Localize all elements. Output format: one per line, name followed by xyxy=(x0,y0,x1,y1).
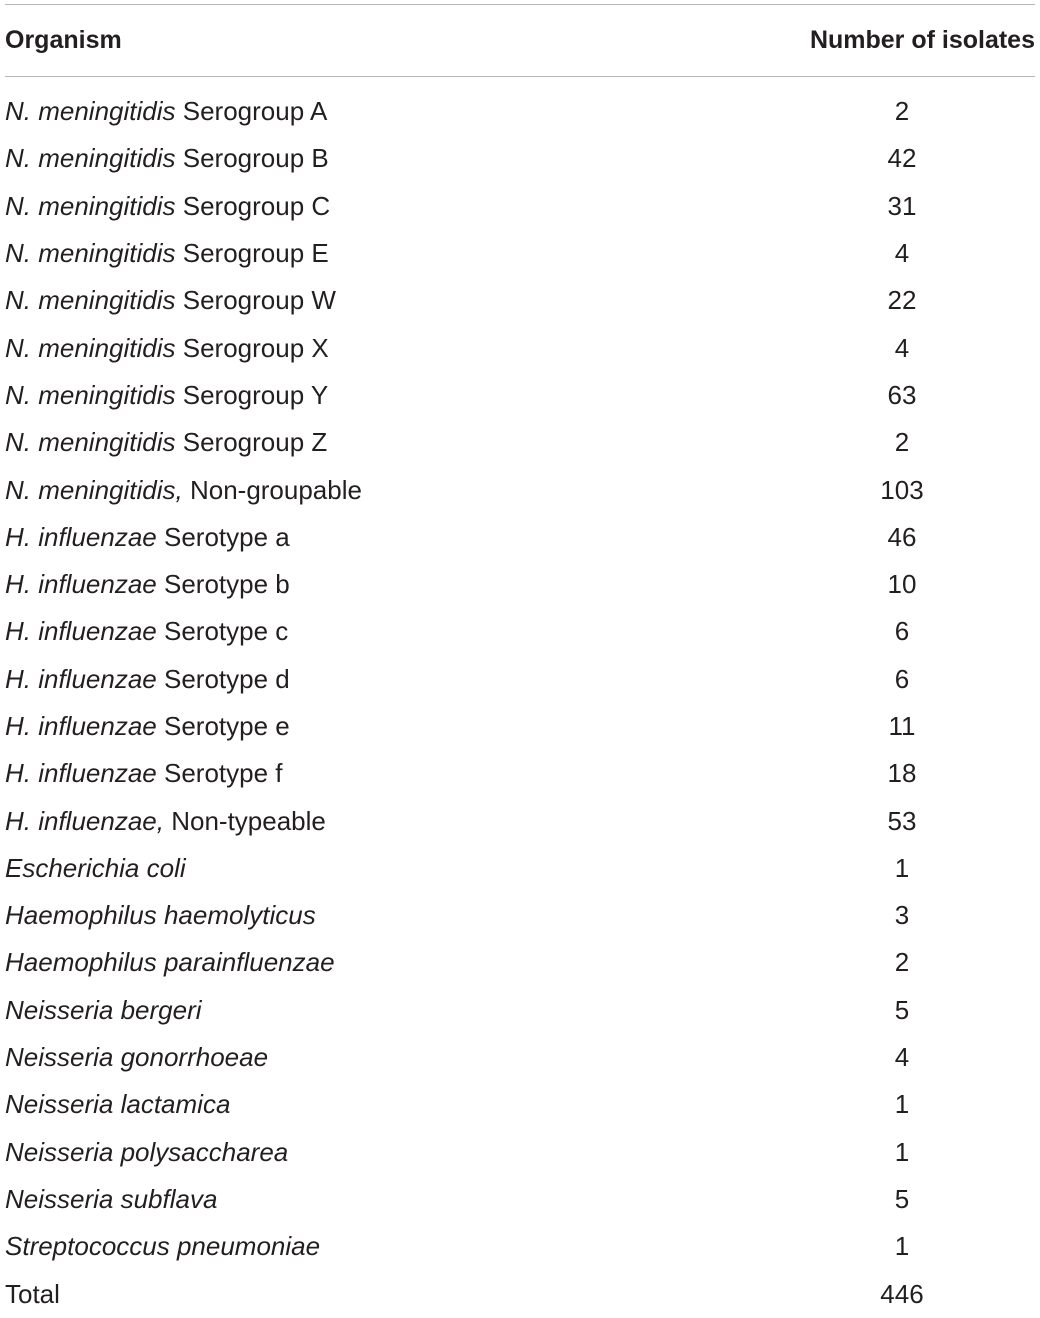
isolate-count-cell: 4 xyxy=(894,238,910,269)
organism-italic-name: N. meningitidis xyxy=(5,238,176,269)
organism-cell xyxy=(5,1184,1035,1215)
organism-italic-name: Neisseria gonorrhoeae xyxy=(5,1042,269,1073)
organism-italic-name: N. meningitidis xyxy=(5,285,176,316)
table-row xyxy=(5,230,1035,277)
isolate-count-cell: 6 xyxy=(894,663,910,694)
isolate-count-cell: 6 xyxy=(894,616,910,647)
header-number-of-isolates: Number of isolates xyxy=(809,26,1035,54)
isolate-count-cell: 42 xyxy=(887,143,917,174)
organism-qualifier: Total xyxy=(5,1278,60,1309)
organism-italic-name: Streptococcus pneumoniae xyxy=(5,1231,321,1262)
isolate-count-cell: 5 xyxy=(894,1183,910,1214)
organism-italic-name: H. influenzae xyxy=(5,711,157,741)
isolate-count-cell: 103 xyxy=(880,474,924,505)
organism-italic-name: Neisseria polysaccharea xyxy=(5,1136,289,1167)
table-row xyxy=(5,1081,1035,1128)
organism-italic-name: H. influenzae xyxy=(5,569,157,600)
organism-qualifier: Serogroup X xyxy=(175,332,329,363)
organism-cell xyxy=(5,1089,1035,1120)
organism-italic-name: H. influenzae xyxy=(5,616,157,647)
organism-qualifier: Serogroup B xyxy=(175,143,329,174)
organism-cell xyxy=(5,143,1035,174)
organism-cell xyxy=(5,616,1035,647)
organism-cell xyxy=(5,947,1035,978)
organism-cell xyxy=(5,806,1035,837)
header-organism: Organism xyxy=(5,26,122,54)
organism-italic-name: Haemophilus parainfluenzae xyxy=(5,947,335,978)
table-row xyxy=(5,277,1035,324)
isolate-count-cell: 4 xyxy=(894,1042,910,1073)
organism-cell xyxy=(5,238,1035,269)
table-row xyxy=(5,703,1035,750)
organism-italic-name: N. meningitidis xyxy=(5,427,176,458)
organism-italic-name: Neisseria subflava xyxy=(5,1183,218,1214)
organism-cell xyxy=(5,333,1035,364)
table-row xyxy=(5,656,1035,703)
organism-cell xyxy=(5,427,1035,458)
organism-italic-name: N. meningitidis xyxy=(5,190,176,221)
isolate-count-cell: 11 xyxy=(888,711,916,741)
table-row xyxy=(5,939,1035,986)
organism-cell xyxy=(5,1042,1035,1073)
organism-italic-name: H. influenzae xyxy=(5,521,157,552)
table-row xyxy=(5,135,1035,182)
table-row xyxy=(5,514,1035,561)
organism-qualifier: Serogroup E xyxy=(175,238,329,269)
organism-qualifier: Non-typeable xyxy=(163,805,326,836)
isolate-count-cell: 10 xyxy=(887,569,917,600)
table-row xyxy=(5,750,1035,797)
table-row xyxy=(5,797,1035,844)
table-row xyxy=(5,1223,1035,1270)
isolate-count-cell: 31 xyxy=(887,190,917,221)
table-header xyxy=(5,5,1035,76)
table-row xyxy=(5,845,1035,892)
organism-italic-name: N. meningitidis xyxy=(5,332,176,363)
organism-italic-name: H. influenzae, xyxy=(5,805,164,836)
organism-italic-name: Neisseria lactamica xyxy=(5,1089,231,1120)
table-body xyxy=(5,77,1035,1318)
organism-cell xyxy=(5,664,1035,695)
organism-italic-name: H. influenzae xyxy=(5,663,157,694)
organism-cell xyxy=(5,711,1035,742)
isolate-count-cell: 1 xyxy=(894,1089,910,1120)
isolate-count-cell: 1 xyxy=(894,1231,910,1262)
isolate-count-cell: 2 xyxy=(894,96,910,127)
organism-qualifier: Serotype c xyxy=(156,616,289,647)
isolate-count-cell: 22 xyxy=(887,285,917,316)
organism-cell xyxy=(5,758,1035,789)
organism-qualifier: Serogroup A xyxy=(175,96,328,127)
organism-cell xyxy=(5,995,1035,1026)
table-row xyxy=(5,561,1035,608)
isolate-count-cell: 18 xyxy=(887,758,917,789)
organism-cell xyxy=(5,380,1035,411)
table-row xyxy=(5,419,1035,466)
organism-italic-name: N. meningitidis xyxy=(5,143,176,174)
isolate-count-cell: 3 xyxy=(894,900,910,931)
organism-italic-name: N. meningitidis xyxy=(5,96,176,127)
organism-italic-name: Haemophilus haemolyticus xyxy=(5,900,316,931)
isolate-count-cell: 4 xyxy=(894,332,910,363)
isolate-count-cell: 53 xyxy=(887,805,917,836)
organism-cell xyxy=(5,96,1035,127)
organism-cell xyxy=(5,285,1035,316)
isolate-count-cell: 2 xyxy=(894,427,910,458)
isolate-count-cell: 1 xyxy=(894,852,910,883)
table-row xyxy=(5,1034,1035,1081)
table-row xyxy=(5,987,1035,1034)
table-row xyxy=(5,1129,1035,1176)
organism-italic-name: N. meningitidis, xyxy=(5,474,183,505)
organism-cell xyxy=(5,1137,1035,1168)
isolate-count-cell: 446 xyxy=(880,1278,924,1309)
table-row xyxy=(5,466,1035,513)
organism-qualifier: Serotype d xyxy=(156,663,290,694)
table-row xyxy=(5,608,1035,655)
organism-qualifier: Serotype a xyxy=(156,521,290,552)
organism-qualifier: Non-groupable xyxy=(182,474,362,505)
organism-cell xyxy=(5,191,1035,222)
isolate-count-cell: 63 xyxy=(887,379,917,410)
organism-cell xyxy=(5,569,1035,600)
table-row xyxy=(5,1176,1035,1223)
table-row xyxy=(5,324,1035,371)
organism-qualifier: Serotype e xyxy=(156,711,290,741)
organism-qualifier: Serogroup W xyxy=(175,285,336,316)
organism-qualifier: Serogroup Y xyxy=(175,379,329,410)
isolate-count-cell: 1 xyxy=(894,1136,910,1167)
organism-cell xyxy=(5,853,1035,884)
organism-italic-name: Escherichia coli xyxy=(5,852,186,883)
isolate-count-cell: 5 xyxy=(894,994,910,1025)
organism-cell xyxy=(5,1231,1035,1262)
isolate-count-cell: 2 xyxy=(894,947,910,978)
organism-cell xyxy=(5,522,1035,553)
table-row xyxy=(5,88,1035,135)
organism-qualifier: Serotype b xyxy=(156,569,290,600)
table-row xyxy=(5,892,1035,939)
organism-italic-name: N. meningitidis xyxy=(5,379,176,410)
table-row xyxy=(5,183,1035,230)
organism-italic-name: H. influenzae xyxy=(5,758,157,789)
table-row xyxy=(5,372,1035,419)
isolates-table xyxy=(5,4,1035,1318)
organism-cell xyxy=(5,900,1035,931)
isolate-count-cell: 46 xyxy=(887,521,917,552)
organism-qualifier: Serogroup Z xyxy=(175,427,328,458)
organism-qualifier: Serogroup C xyxy=(175,190,331,221)
organism-italic-name: Neisseria bergeri xyxy=(5,994,202,1025)
organism-qualifier: Serotype f xyxy=(156,758,283,789)
